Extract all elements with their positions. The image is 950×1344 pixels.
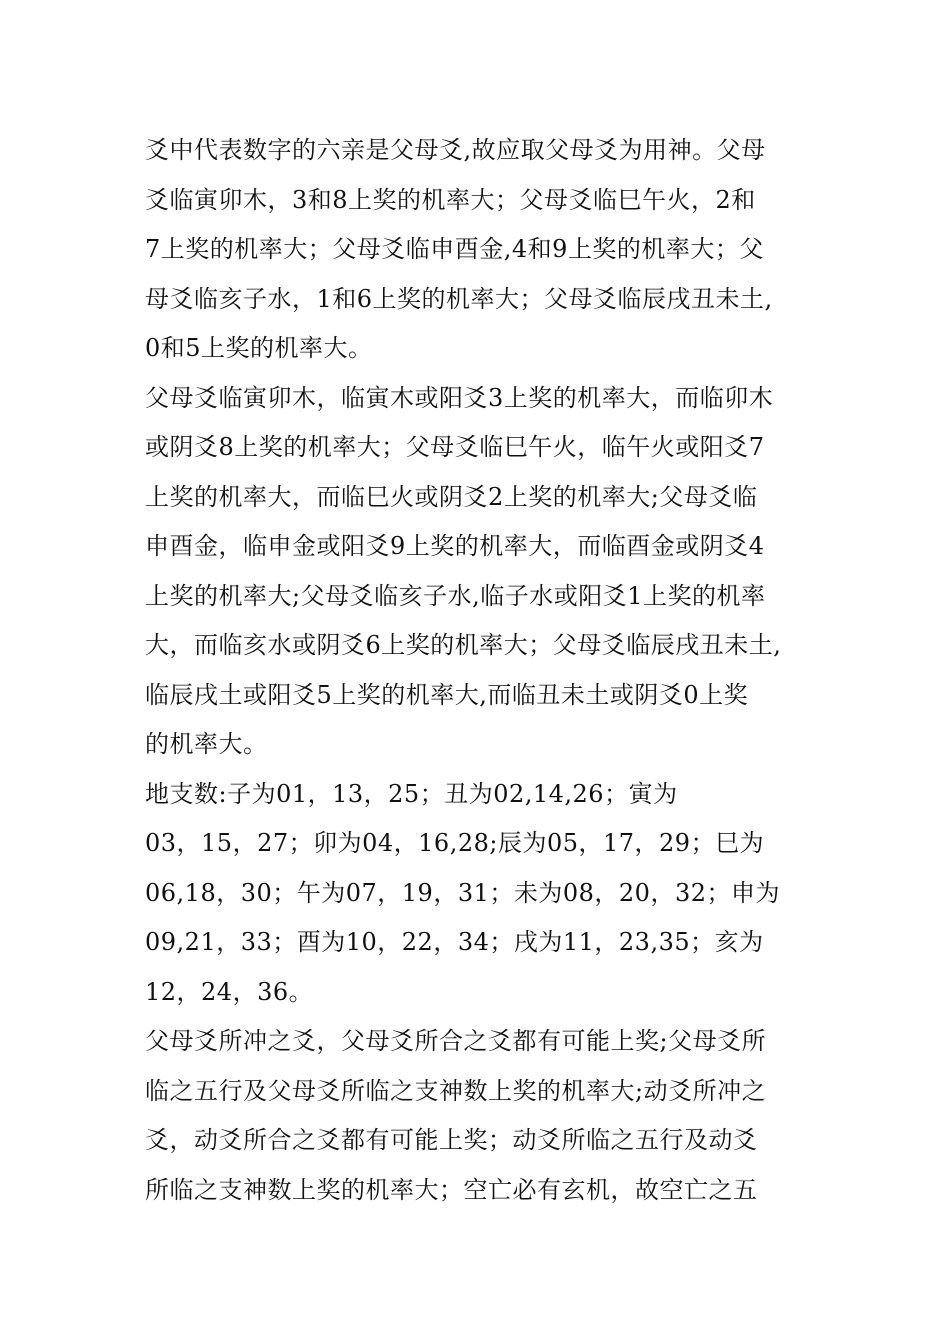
text-line: 0和5上奖的机率大。 xyxy=(145,334,373,362)
text-line: 所临之支神数上奖的机率大；空亡必有玄机，故空亡之五 xyxy=(145,1175,758,1204)
text-line: 上奖的机率大;父母爻临亥子水,临子水或阳爻1上奖的机率 xyxy=(145,581,766,610)
text-line: 爻临寅卯木，3和8上奖的机率大；父母爻临巳午火，2和 xyxy=(145,185,756,214)
text-line: 06,18，30；午为07，19，31；未为08，20，32；申为 xyxy=(145,878,780,907)
text-line: 爻中代表数字的六亲是父母爻,故应取父母爻为用神。父母 xyxy=(145,136,766,164)
text-line: 03，15，27；卯为04，16,28;辰为05，17，29；巳为 xyxy=(145,829,765,857)
text-line: 母爻临亥子水，1和6上奖的机率大；父母爻临辰戌丑未土, xyxy=(145,284,773,313)
text-line: 地支数:子为01，13，25；丑为02,14,26；寅为 xyxy=(145,779,678,808)
text-line: 12，24，36。 xyxy=(145,977,314,1006)
text-line: 或阴爻8上奖的机率大；父母爻临巳午火，临午火或阳爻7 xyxy=(145,433,765,461)
text-line: 7上奖的机率大；父母爻临申酉金,4和9上奖的机率大；父 xyxy=(145,235,764,263)
text-line: 上奖的机率大，而临巳火或阴爻2上奖的机率大;父母爻临 xyxy=(145,482,758,511)
text-line: 大，而临亥水或阴爻6上奖的机率大；父母爻临辰戌丑未土, xyxy=(145,631,782,659)
text-line: 的机率大。 xyxy=(145,730,268,758)
text-line: 父母爻临寅卯木，临寅木或阳爻3上奖的机率大，而临卯木 xyxy=(145,383,774,412)
text-line: 申酉金，临申金或阳爻9上奖的机率大，而临酉金或阴爻4 xyxy=(145,532,765,560)
text-line: 临之五行及父母爻所临之支神数上奖的机率大;动爻所冲之 xyxy=(145,1076,767,1105)
text-line: 父母爻所冲之爻，父母爻所合之爻都有可能上奖;父母爻所 xyxy=(145,1027,767,1055)
text-line: 09,21，33；酉为10，22，34；戌为11，23,35；亥为 xyxy=(145,928,764,956)
text-line: 爻，动爻所合之爻都有可能上奖；动爻所临之五行及动爻 xyxy=(145,1126,758,1154)
text-line: 临辰戌土或阳爻5上奖的机率大,而临丑未土或阴爻0上奖 xyxy=(145,680,749,709)
body-text xyxy=(145,126,835,1215)
